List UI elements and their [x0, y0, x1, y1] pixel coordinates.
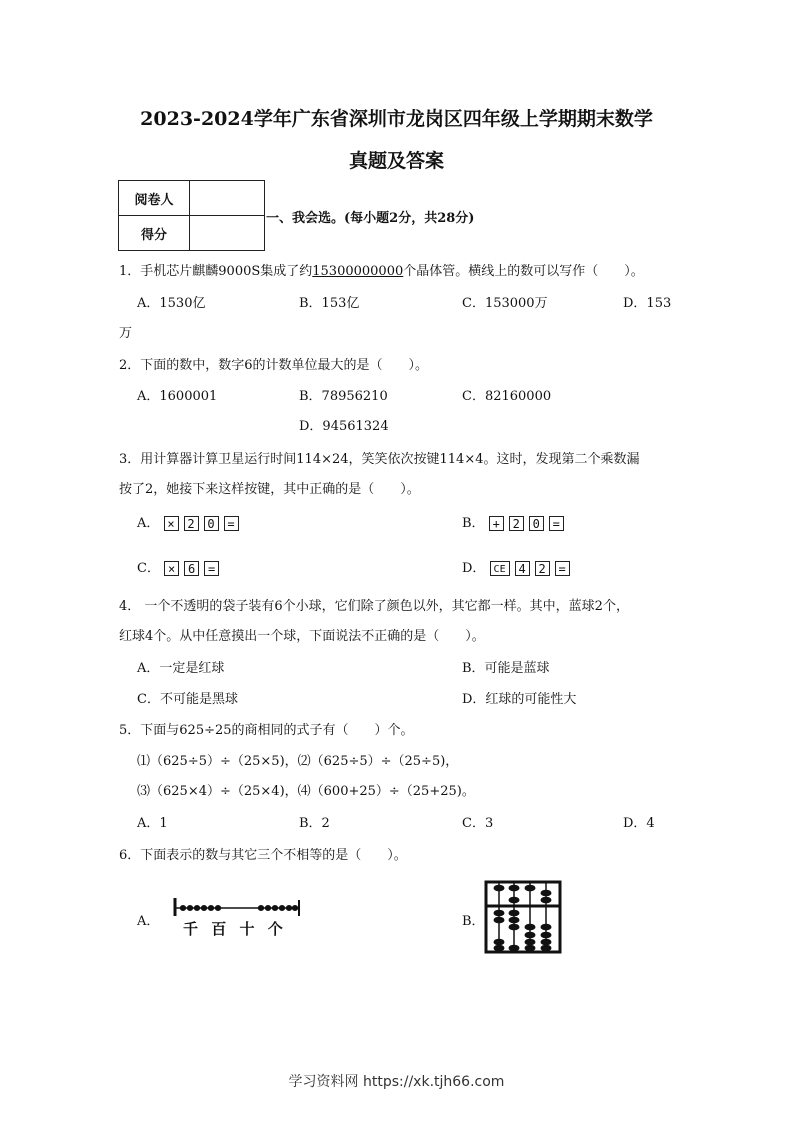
question-4-line-1: 4． 一个不透明的袋子装有6个小球，它们除了颜色以外，其它都一样。其中，蓝球2个， — [119, 599, 629, 614]
q6-option-b-label: B． — [462, 914, 485, 929]
key-2: 2 — [535, 561, 550, 576]
key-multiply: × — [164, 561, 179, 576]
q5-expression-line-1: ⑴（625÷5）÷（25×5)，⑵（625÷5）÷（25÷5)， — [137, 754, 459, 769]
q3-option-b-label: B． — [462, 516, 485, 531]
key-equals: = — [549, 516, 564, 531]
key-2: 2 — [509, 516, 524, 531]
score-table — [118, 180, 265, 251]
place-label-tens: 十 — [239, 920, 255, 938]
q3-option-c[interactable] — [137, 557, 224, 576]
q1-underlined-number: 15300000000 — [312, 264, 404, 279]
q5-option-d[interactable]: D．4 — [623, 816, 655, 831]
q1-text-post: 个晶体管。横线上的数可以写作（ ）。 — [403, 264, 644, 279]
q1-option-b[interactable]: B．153亿 — [299, 296, 360, 311]
q5-expression-line-2: ⑶（625×4）÷（25×4)，⑷（600+25）÷（25+25)。 — [137, 784, 475, 799]
question-5: 5．下面与625÷25的商相同的式子有（ ）个。 — [119, 723, 414, 738]
reviewer-cell[interactable] — [190, 181, 265, 216]
key-0: 0 — [529, 516, 544, 531]
key-6: 6 — [184, 561, 199, 576]
key-4: 4 — [515, 561, 530, 576]
q5-option-c[interactable]: C．3 — [462, 816, 494, 831]
place-label-thousands: 千 — [183, 920, 199, 938]
key-equals: = — [204, 561, 219, 576]
q4-option-d[interactable]: D．红球的可能性大 — [462, 692, 577, 707]
q3-option-b[interactable] — [462, 512, 569, 531]
key-multiply: × — [164, 516, 179, 531]
question-6: 6．下面表示的数与其它三个不相等的是（ ）。 — [119, 848, 407, 863]
q4-option-b[interactable]: B．可能是蓝球 — [462, 661, 550, 676]
q3-option-c-label: C． — [137, 561, 160, 576]
reviewer-label: 阅卷人 — [119, 181, 190, 216]
key-2: 2 — [184, 516, 199, 531]
key-equals: = — [224, 516, 239, 531]
q5-option-a[interactable]: A．1 — [137, 816, 168, 831]
score-label: 得分 — [119, 216, 190, 251]
q1-text-pre: 1．手机芯片麒麟9000S集成了约 — [119, 264, 313, 279]
abacus-picture[interactable] — [484, 880, 562, 954]
question-3-line-1: 3．用计算器计算卫星运行时间114×24，笑笑依次按键114×4。这时，发现第二个乘数漏 — [119, 452, 640, 467]
q4-option-c[interactable]: C．不可能是黑球 — [137, 692, 238, 707]
key-0: 0 — [204, 516, 219, 531]
title-line-2: 真题及答案 — [348, 150, 444, 172]
place-label-ones: 个 — [267, 920, 283, 938]
score-cell[interactable] — [190, 216, 265, 251]
title-line-1: 2023-2024学年广东省深圳市龙岗区四年级上学期期末数学 — [140, 108, 653, 130]
q3-option-d-label: D． — [462, 561, 486, 576]
key-ce: CE — [490, 561, 510, 576]
q2-option-d[interactable]: D．94561324 — [299, 419, 389, 434]
place-value-labels — [183, 918, 283, 939]
q1-option-c[interactable]: C．153000万 — [462, 296, 548, 311]
q5-option-b[interactable]: B．2 — [299, 816, 330, 831]
question-1 — [119, 260, 644, 279]
q3-option-d[interactable] — [462, 557, 575, 576]
q6-option-a-label: A． — [137, 914, 160, 929]
question-3-line-2: 按了2，她接下来这样按键，其中正确的是（ ）。 — [119, 482, 420, 497]
q3-option-a-label: A． — [137, 516, 160, 531]
q1-option-d-wrap: 万 — [119, 326, 133, 341]
section-heading: 一、我会选。(每小题2分，共28分) — [266, 211, 475, 226]
key-plus: + — [489, 516, 504, 531]
question-4-line-2: 红球4个。从中任意摸出一个球，下面说法不正确的是（ ）。 — [119, 629, 485, 644]
q1-option-a[interactable]: A．1530亿 — [137, 296, 206, 311]
question-2: 2．下面的数中，数字6的计数单位最大的是（ ）。 — [119, 358, 429, 373]
q2-option-c[interactable]: C．82160000 — [462, 389, 552, 404]
q3-option-a[interactable] — [137, 512, 244, 531]
place-label-hundreds: 百 — [211, 920, 227, 938]
q4-option-a[interactable]: A．一定是红球 — [137, 661, 225, 676]
q1-option-d[interactable]: D．153 — [623, 296, 672, 311]
key-equals: = — [555, 561, 570, 576]
q2-option-a[interactable]: A．1600001 — [137, 389, 218, 404]
footer-watermark: 学习资料网 https://xk.tjh66.com — [288, 1074, 505, 1090]
q2-option-b[interactable]: B．78956210 — [299, 389, 388, 404]
